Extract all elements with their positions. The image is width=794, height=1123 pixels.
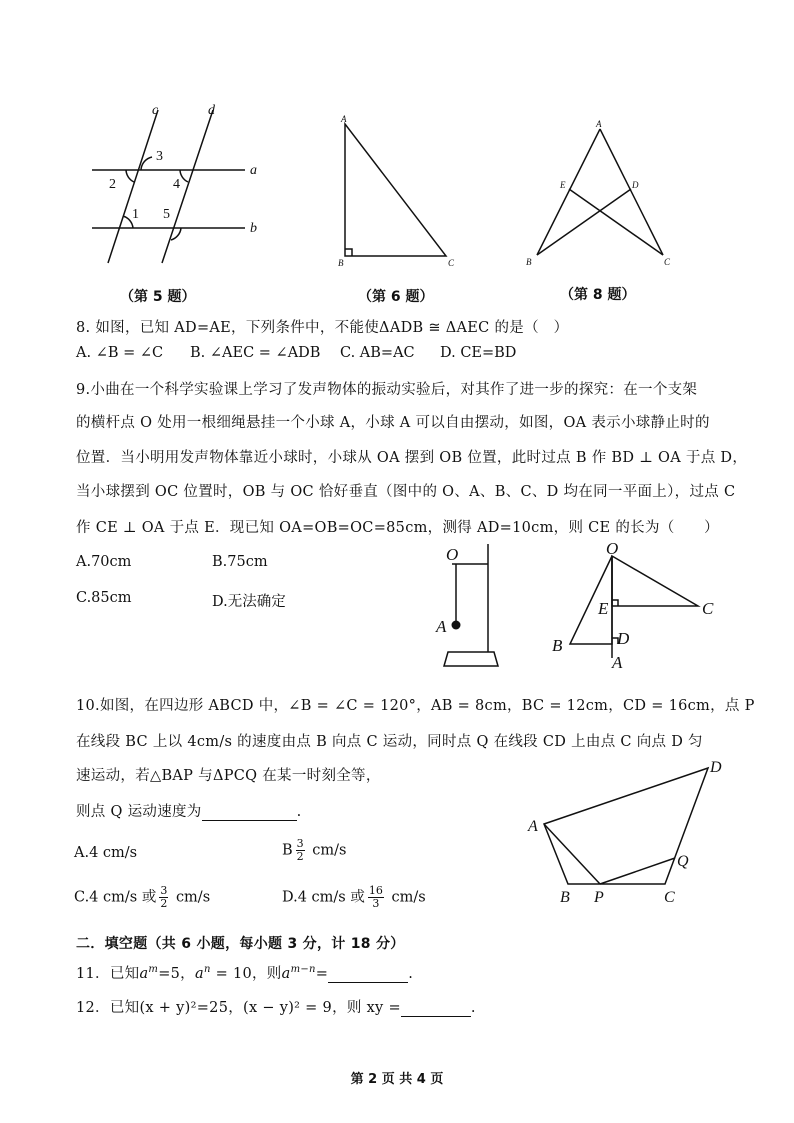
- q11-a-base: a: [139, 966, 149, 982]
- q8-option-c: C. AB=AC: [340, 345, 415, 361]
- q10-line-3: 速运动，若△BAP 与ΔPCQ 在某一时刻全等，: [76, 768, 381, 784]
- fig5-label-b: b: [250, 221, 257, 236]
- figure-10: [520, 752, 750, 912]
- figure-8: [520, 115, 680, 270]
- q10-ask-end: .: [296, 804, 302, 820]
- q10-option-b-fraction: [296, 838, 305, 863]
- q10-ask-text: 则点 Q 运动速度为: [76, 804, 202, 820]
- q11-ask: =: [315, 966, 329, 982]
- q10-option-d-unit: cm/s: [391, 889, 426, 906]
- q10-option-c-fraction: [159, 885, 168, 910]
- q11: [76, 962, 413, 983]
- q11-cond2: = 10，则: [210, 966, 282, 982]
- q10-option-d-pre: D.4 cm/s 或: [282, 889, 365, 906]
- fig6-label-B: B: [338, 258, 344, 268]
- q9-line-2: 的横杆点 O 处用一根细绳悬挂一个小球 A，小球 A 可以自由摆动，如图，OA 表示小球静止时的: [76, 415, 710, 431]
- fig5-label-2: 2: [109, 177, 116, 192]
- q11-end: .: [408, 966, 414, 982]
- figure-6: [330, 110, 460, 270]
- q9-line-4: 当小球摆到 OC 位置时，OB 与 OC 恰好垂直（图中的 O、A、B、C、D 均在同一平面上），过点 C: [76, 484, 736, 500]
- fig5-label-3: 3: [156, 149, 163, 164]
- q10-option-c: [74, 885, 210, 910]
- q10-answer-blank[interactable]: [202, 804, 297, 821]
- q12-end: .: [470, 1000, 476, 1016]
- figure-9-geometry: [540, 540, 730, 670]
- q10-option-c-num: 3: [160, 884, 168, 897]
- fig5-label-d: d: [208, 103, 215, 118]
- q8-option-a: A. ∠B = ∠C: [76, 345, 164, 361]
- fig10-label-A: A: [528, 818, 538, 835]
- q9-line-5: 作 CE ⊥ OA 于点 E．现已知 OA=OB=OC=85cm，测得 AD=10cm，则 CE 的长为（ ）: [76, 520, 719, 536]
- q10-option-b-den: 2: [296, 850, 304, 863]
- page-footer: 第 2 页 共 4 页: [350, 1072, 444, 1087]
- q10-option-d: [282, 885, 426, 910]
- fig8-label-B: B: [526, 257, 532, 267]
- q9-option-d: D.无法确定: [212, 594, 286, 610]
- q11-a-base-3: a: [281, 966, 291, 982]
- q11-a-exp-n: n: [203, 964, 211, 976]
- q11-pre: 11．已知: [76, 966, 140, 982]
- fig8-label-D: D: [632, 180, 639, 190]
- q10-option-c-unit: cm/s: [175, 889, 211, 906]
- q10-line-1: 10.如图，在四边形 ABCD 中，∠B = ∠C = 120°，AB = 8cm，BC = 12cm，CD = 16cm，点 P: [76, 698, 755, 714]
- fig8-label-C: C: [664, 257, 671, 267]
- q11-answer-blank[interactable]: [328, 968, 408, 983]
- fig5-label-a: a: [250, 163, 257, 178]
- fig8-label-E: E: [560, 180, 566, 190]
- figure-5: [80, 100, 280, 270]
- fig9-label-E: E: [598, 599, 609, 618]
- fig10-label-Q: Q: [677, 853, 689, 870]
- q9-line-3: 位置．当小明用发声物体靠近小球时，小球从 OA 摆到 OB 位置，此时过点 B 作 BD ⊥ OA 于点 D，: [76, 450, 748, 466]
- q11-a-exp-mn: m−n: [290, 964, 316, 976]
- fig6-label-C: C: [448, 258, 455, 268]
- q9-option-b: B.75cm: [212, 554, 268, 570]
- fig10-label-B: B: [560, 889, 570, 906]
- fig8-label-A: A: [596, 119, 602, 129]
- q11-a-base-2: a: [194, 966, 204, 982]
- fig10-label-D: D: [710, 759, 722, 776]
- q9-line-1: 9.小曲在一个科学实验课上学习了发声物体的振动实验后，对其作了进一步的探究：在一个支架: [76, 382, 698, 398]
- fig5-label-4: 4: [173, 177, 180, 192]
- q12-text: 12．已知(x + y)²=25，(x − y)² = 9，则 xy =: [76, 1000, 401, 1016]
- q8-stem: 8. 如图，已知 AD=AE，下列条件中，不能使ΔADB ≅ ΔAEC 的是（ ）: [76, 320, 569, 336]
- fig9-label-O: O: [606, 540, 619, 558]
- q11-cond1: =5，: [158, 966, 195, 982]
- q10-option-a: A.4 cm/s: [74, 845, 138, 861]
- fig9-label-D: D: [617, 629, 630, 648]
- fig8-caption: （第 8 题）: [560, 287, 636, 303]
- q8-option-b: B. ∠AEC = ∠ADB: [190, 345, 321, 361]
- fig5-label-c: c: [152, 103, 159, 118]
- fig10-label-C: C: [664, 889, 675, 906]
- fig10-label-P: P: [594, 889, 604, 906]
- q10-option-b-unit: cm/s: [312, 842, 347, 859]
- q10-line-2: 在线段 BC 上以 4cm/s 的速度由点 B 向点 C 运动，同时点 Q 在线段 CD 上由点 C 向点 D 匀: [76, 734, 703, 750]
- q10-option-b: [282, 838, 346, 863]
- fig9-label-C: C: [702, 599, 714, 618]
- q10-option-c-pre: C.4 cm/s 或: [74, 889, 157, 906]
- fig9-label-A: A: [612, 653, 623, 670]
- q10-option-d-fraction: [368, 885, 384, 910]
- q9-option-a: A.70cm: [76, 554, 132, 570]
- q10-ask: [76, 800, 302, 821]
- q10-option-b-pre: B: [282, 842, 293, 859]
- q12: [76, 996, 476, 1017]
- fig5-label-1: 1: [132, 207, 139, 222]
- figure-9-pendulum: [430, 540, 510, 670]
- q10-option-d-den: 3: [372, 897, 380, 910]
- fig5-caption: （第 5 题）: [120, 289, 196, 305]
- q8-option-d: D. CE=BD: [440, 345, 517, 361]
- q10-option-b-num: 3: [296, 837, 304, 850]
- fig9-label-A-left: A: [436, 617, 447, 636]
- fig5-label-5: 5: [163, 207, 170, 222]
- fig9-label-O-left: O: [446, 545, 459, 564]
- q12-answer-blank[interactable]: [401, 1002, 471, 1017]
- ball-a: [452, 621, 461, 630]
- q10-option-c-den: 2: [160, 897, 168, 910]
- q11-a-exp-m: m: [148, 964, 159, 976]
- section-2-title: 二．填空题（共 6 小题，每小题 3 分，计 18 分）: [76, 936, 405, 952]
- fig9-label-B: B: [552, 636, 563, 655]
- fig6-label-A: A: [341, 114, 347, 124]
- fig6-caption: （第 6 题）: [358, 289, 434, 305]
- q10-option-d-num: 16: [368, 884, 383, 897]
- q9-option-c: C.85cm: [76, 590, 132, 606]
